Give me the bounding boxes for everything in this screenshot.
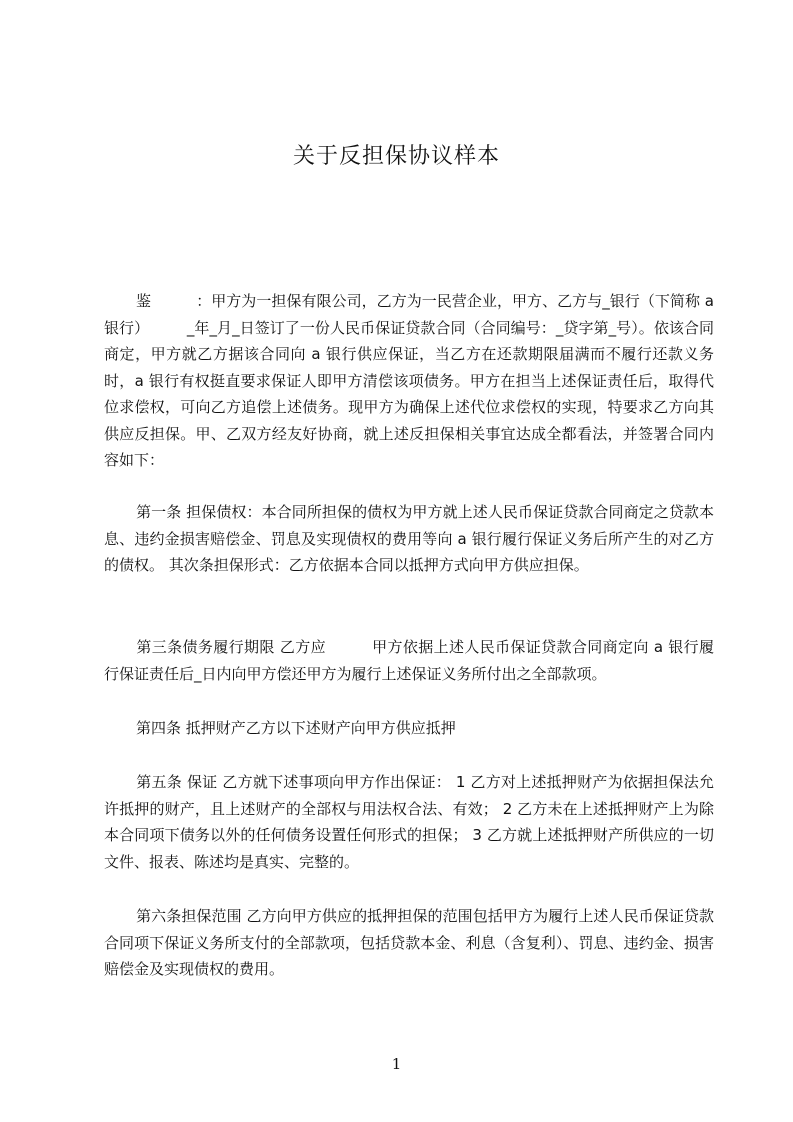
paragraph-text: 第五条 保证 乙方就下述事项向甲方作出保证： 1 乙方对上述抵押财产为依据担保法允许抵押的财产，且上述财产的全部权与用法权合法、有效； 2 乙方未在上述抵押财产上为除本合同项下债务以外的任何债务设置任何形式的担保； 3 乙方就上述抵押财产所供应的一切文件、报表、陈述均是真实、完整的。 — [104, 773, 714, 871]
paragraph-article-5 — [104, 769, 714, 875]
paragraph-text: 第四条 抵押财产乙方以下述财产向甲方供应抵押 — [136, 719, 456, 737]
paragraph-article-1-2 — [104, 499, 714, 579]
document-title: 关于反担保协议样本 — [292, 144, 500, 169]
paragraph-article-3 — [104, 634, 714, 687]
paragraph-text: 第一条 担保债权：本合同所担保的债权为甲方就上述人民币保证贷款合同商定之贷款本息、违约金损害赔偿金、罚息及实现债权的费用等向 a 银行履行保证义务后所产生的对乙方的债权。 其次条担保形式：乙方依据本合同以抵押方式向甲方供应担保。 — [104, 503, 714, 574]
paragraph-text: 鉴 ：甲方为一担保有限公司，乙方为一民营企业，甲方、乙方与_银行（下简称 a 银行） _年_月_日签订了一份人民币保证贷款合同（合同编号：_贷字第_号）。依该合同商定，甲方就乙方据该合同向 a 银行供应保证，当乙方在还款期限届满而不履行还款义务时，a 银行有权挺直要求保证人即甲方清偿该项债务。甲方在担当上述保证责任后，取得代位求偿权，可向乙方追偿上述债务。现甲方为确保上述代位求偿权的实现，特要求乙方向其供应反担保。甲、乙双方经友好协商，就上述反担保相关事宜达成全都看法，并签署合同内容如下： — [104, 292, 714, 469]
page-number: 1 — [391, 1055, 402, 1073]
paragraph-text: 第六条担保范围 乙方向甲方供应的抵押担保的范围包括甲方为履行上述人民币保证贷款合同项下保证义务所支付的全部款项，包括贷款本金、利息（含复利）、罚息、违约金、损害赔偿金及实现债权的费用。 — [104, 907, 714, 978]
paragraph-article-4 — [104, 715, 714, 742]
paragraph-text: 第三条债务履行期限 乙方应 甲方依据上述人民币保证贷款合同商定向 a 银行履行保证责任后_日内向甲方偿还甲方为履行上述保证义务所付出之全部款项。 — [104, 638, 714, 683]
paragraph-article-6 — [104, 903, 714, 983]
paragraph-preamble — [104, 288, 714, 474]
